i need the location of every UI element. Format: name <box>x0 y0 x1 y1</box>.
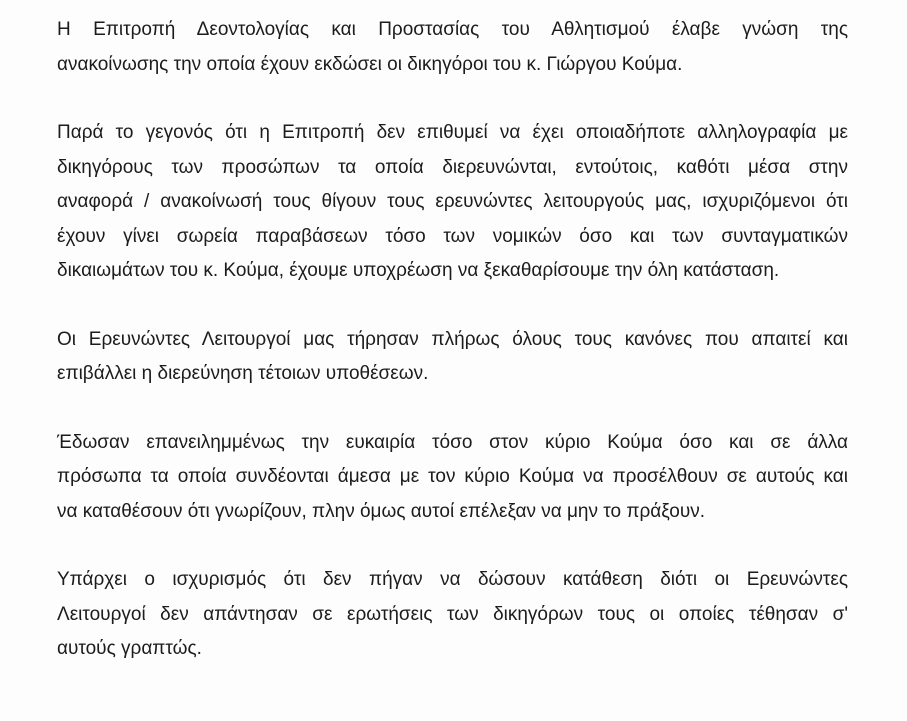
paragraph-2-line-5: δικαιωμάτων του κ. Κούμα, έχουμε υποχρέωση να ξεκαθαρίσουμε την όλη κατάσταση. <box>57 260 780 281</box>
paragraph-5-line-2: Λειτουργοί δεν απάντησαν σε ερωτήσεις των δικηγόρων τους οι οποίες τέθησαν σ' <box>57 603 848 625</box>
document-body <box>57 13 848 667</box>
paragraph-3-line-2: επιβάλλει η διερεύνηση τέτοιων υποθέσεων. <box>57 363 429 384</box>
paragraph-2-line-2: δικηγόρους των προσώπων τα οποία διερευνώνται, εντούτοις, καθότι μέσα στην <box>57 156 848 178</box>
paragraph-1-line-1: Η Επιτροπή Δεοντολογίας και Προστασίας του Αθλητισμού έλαβε γνώση της <box>57 19 848 40</box>
paragraph-4-line-2: πρόσωπα τα οποία συνδέονται άμεσα με τον κύριο Κούμα να προσέλθουν σε αυτούς και <box>57 466 848 487</box>
paragraph-2-line-4: έχουν γίνει σωρεία παραβάσεων τόσο των νομικών όσο και των συνταγματικών <box>57 225 848 247</box>
paragraph-3-line-1: Οι Ερευνώντες Λειτουργοί μας τήρησαν πλήρως όλους τους κανόνες που απαιτεί και <box>57 328 848 350</box>
paragraph-3 <box>57 323 848 392</box>
paragraph-1 <box>57 13 848 82</box>
paragraph-5-line-3: αυτούς γραπτώς. <box>57 638 202 659</box>
paragraph-2-line-1: Παρά το γεγονός ότι η Επιτροπή δεν επιθυμεί να έχει οποιαδήποτε αλληλογραφία με <box>57 122 848 143</box>
paragraph-4-line-3: να καταθέσουν ότι γνωρίζουν, πλην όμως αυτοί επέλεξαν να μην το πράξουν. <box>57 500 705 522</box>
paragraph-2-line-3: αναφορά / ανακοίνωσή τους θίγουν τους ερευνώντες λειτουργούς μας, ισχυριζόμενοι ότι <box>57 191 848 212</box>
paragraph-4 <box>57 426 848 530</box>
paragraph-2 <box>57 116 848 289</box>
paragraph-4-line-1: Έδωσαν επανειλημμένως την ευκαιρία τόσο στον κύριο Κούμα όσο και σε άλλα <box>57 431 848 453</box>
paragraph-1-line-2: ανακοίνωσης την οποία έχουν εκδώσει οι δικηγόροι του κ. Γιώργου Κούμα. <box>57 53 683 75</box>
paragraph-5-line-1: Υπάρχει ο ισχυρισμός ότι δεν πήγαν να δώσουν κατάθεση διότι οι Ερευνώντες <box>57 569 848 590</box>
paragraph-5 <box>57 563 848 667</box>
